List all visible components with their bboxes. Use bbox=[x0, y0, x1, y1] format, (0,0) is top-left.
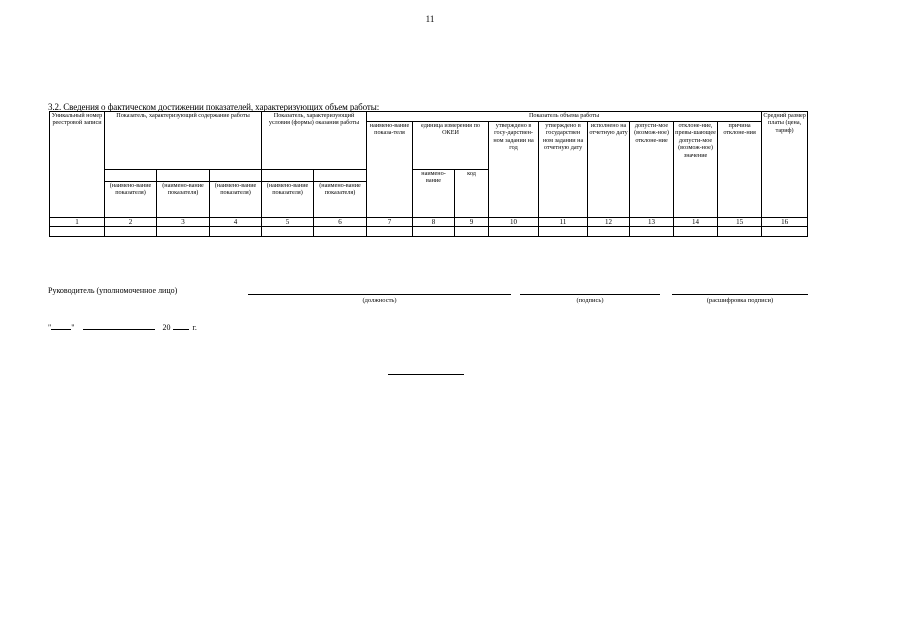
content-spacer-2 bbox=[157, 170, 210, 182]
signature-field[interactable] bbox=[520, 294, 660, 295]
column-number: 14 bbox=[674, 218, 718, 227]
section-title: 3.2. Сведения о фактическом достижении показателей, характеризующих объем работы: bbox=[48, 102, 380, 112]
table-cell[interactable] bbox=[588, 227, 630, 237]
position-caption: (должность) bbox=[362, 297, 397, 304]
content-indicator-name-2: (наимено-вание показателя) bbox=[157, 182, 210, 218]
year-prefix: 20 bbox=[162, 323, 171, 332]
header-approved-year: утверждено в госу-дарствен-ном задании на год bbox=[489, 122, 539, 218]
table-cell[interactable] bbox=[50, 227, 105, 237]
header-volume-indicator: Показатель объема работы bbox=[367, 112, 762, 122]
table-row bbox=[50, 227, 808, 237]
header-deviation-reason: причина отклоне-ния bbox=[718, 122, 762, 218]
position-field[interactable] bbox=[248, 294, 511, 295]
table-cell[interactable] bbox=[718, 227, 762, 237]
column-number: 15 bbox=[718, 218, 762, 227]
table-cell[interactable] bbox=[674, 227, 718, 237]
header-approved-date: утверждено в государствен ном задании на отчетную дату bbox=[539, 122, 588, 218]
column-number: 2 bbox=[105, 218, 157, 227]
table-cell[interactable] bbox=[262, 227, 314, 237]
column-number: 8 bbox=[413, 218, 455, 227]
page-number: 11 bbox=[425, 14, 435, 24]
column-number: 12 bbox=[588, 218, 630, 227]
date-close-quote: " bbox=[71, 323, 75, 332]
conditions-indicator-name-2: (наимено-вание показателя) bbox=[314, 182, 367, 218]
header-conditions-indicator: Показатель, характеризующий условия (формы) оказания работы bbox=[262, 112, 367, 170]
column-number: 11 bbox=[539, 218, 588, 227]
date-line bbox=[48, 322, 197, 332]
header-avg-fee: Средний размер платы (цена, тариф) bbox=[762, 112, 808, 218]
table-cell[interactable] bbox=[210, 227, 262, 237]
header-indicator-name: наимено-вание показа-теля bbox=[367, 122, 413, 218]
table-cell[interactable] bbox=[314, 227, 367, 237]
conditions-spacer-2 bbox=[314, 170, 367, 182]
column-number: 4 bbox=[210, 218, 262, 227]
conditions-spacer-1 bbox=[262, 170, 314, 182]
table-cell[interactable] bbox=[157, 227, 210, 237]
column-number: 10 bbox=[489, 218, 539, 227]
column-number: 9 bbox=[455, 218, 489, 227]
table-cell[interactable] bbox=[630, 227, 674, 237]
header-unit-name: наимено-вание bbox=[413, 170, 455, 218]
signature-decoding-caption: (расшифровка подписи) bbox=[706, 297, 774, 304]
head-signature-label: Руководитель (уполномоченное лицо) bbox=[48, 286, 178, 295]
column-number: 13 bbox=[630, 218, 674, 227]
header-content-indicator: Показатель, характеризующий содержание работы bbox=[105, 112, 262, 170]
content-spacer-1 bbox=[105, 170, 157, 182]
signature-decoding-field[interactable] bbox=[672, 294, 808, 295]
year-suffix: г. bbox=[192, 323, 197, 332]
header-unique-number: Уникальный номер реестровой записи bbox=[50, 112, 105, 218]
header-executed: исполнено на отчетную дату bbox=[588, 122, 630, 218]
table-cell[interactable] bbox=[455, 227, 489, 237]
column-number: 6 bbox=[314, 218, 367, 227]
column-number: 5 bbox=[262, 218, 314, 227]
header-deviation-over: отклоне-ние, превы-шающее допусти-мое (возмож-ное) значение bbox=[674, 122, 718, 218]
content-indicator-name-1: (наимено-вание показателя) bbox=[105, 182, 157, 218]
column-number: 1 bbox=[50, 218, 105, 227]
column-number: 3 bbox=[157, 218, 210, 227]
day-field[interactable] bbox=[51, 322, 71, 330]
content-spacer-3 bbox=[210, 170, 262, 182]
table-cell[interactable] bbox=[539, 227, 588, 237]
column-number: 16 bbox=[762, 218, 808, 227]
table-cell[interactable] bbox=[105, 227, 157, 237]
conditions-indicator-name-1: (наимено-вание показателя) bbox=[262, 182, 314, 218]
month-field[interactable] bbox=[83, 322, 155, 330]
table-cell[interactable] bbox=[762, 227, 808, 237]
volume-indicators-table bbox=[49, 111, 808, 237]
footer-divider bbox=[388, 374, 464, 375]
table-cell[interactable] bbox=[489, 227, 539, 237]
table-cell[interactable] bbox=[367, 227, 413, 237]
header-unit-code: код bbox=[455, 170, 489, 218]
content-indicator-name-3: (наимено-вание показателя) bbox=[210, 182, 262, 218]
signature-caption: (подпись) bbox=[576, 297, 604, 304]
date-open-quote: " bbox=[48, 323, 52, 332]
header-allowed-deviation: допусти-мое (возмож-ное) отклоне-ние bbox=[630, 122, 674, 218]
column-number: 7 bbox=[367, 218, 413, 227]
year-field[interactable] bbox=[173, 322, 189, 330]
table-cell[interactable] bbox=[413, 227, 455, 237]
header-unit-okei: единица измерения по ОКЕИ bbox=[413, 122, 489, 170]
